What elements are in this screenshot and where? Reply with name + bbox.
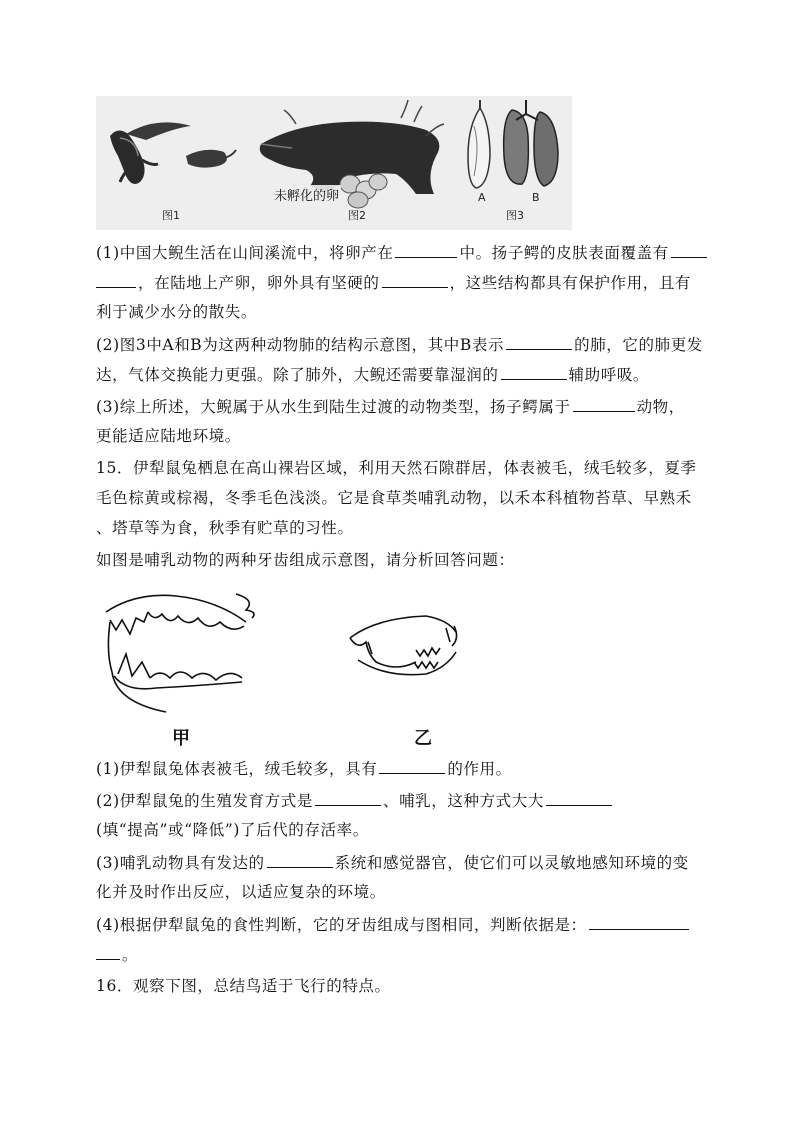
q15-sub2-line1 xyxy=(96,790,706,811)
answer-blank[interactable] xyxy=(573,396,635,412)
q15-s1-text-b: 的作用。 xyxy=(447,760,512,778)
answer-blank[interactable] xyxy=(506,334,572,350)
q14-p2-text-c: 达，气体交换能力更强。除了肺外，大鲵还需要靠湿润的 xyxy=(96,366,499,384)
answer-blank[interactable] xyxy=(267,852,333,868)
q15-sub2-line2: (填“提高”或“降低”)了后代的存活率。 xyxy=(96,821,369,839)
q14-p2-text-b: 的肺，它的肺更发 xyxy=(574,336,703,354)
fig2-label: 图2 xyxy=(348,209,366,222)
q14-p3-text-a: (3)综上所述，大鲵属于从水生到陆生过渡的动物类型，扬子鳄属于 xyxy=(96,398,571,416)
egg-strand-icon xyxy=(186,150,236,168)
lung-a-icon xyxy=(468,100,490,188)
q14-p1-text-b: 中。扬子鳄的皮肤表面覆盖有 xyxy=(459,244,669,262)
answer-blank[interactable] xyxy=(501,364,567,380)
q14-p1-text-a: (1)中国大鲵生活在山间溪流中，将卵产在 xyxy=(96,244,394,262)
answer-blank[interactable] xyxy=(395,242,457,258)
animal-figures xyxy=(96,96,572,230)
teeth-label-yi: 乙 xyxy=(414,728,432,749)
fig1-label: 图1 xyxy=(162,209,180,222)
q14-part3-line2: 更能适应陆地环境。 xyxy=(96,427,241,445)
lung-b-icon xyxy=(504,100,558,186)
answer-blank[interactable] xyxy=(671,242,707,258)
q15-s2-text-a: (2)伊犁鼠兔的生殖发育方式是 xyxy=(96,792,313,810)
q15-s4-text-a: (4)根据伊犁鼠兔的食性判断，它的牙齿组成与图相同，判断依据是： xyxy=(96,916,587,934)
q15-s4-end: 。 xyxy=(122,946,139,964)
q15-prompt: 如图是哺乳动物的两种牙齿组成示意图，请分析回答问题： xyxy=(96,551,515,569)
q15-sub4-line1 xyxy=(96,914,706,935)
q15-s1-text-a: (1)伊犁鼠兔体表被毛，绒毛较多，具有 xyxy=(96,760,378,778)
q15-sub1 xyxy=(96,758,706,779)
q14-part2-line2 xyxy=(96,364,706,385)
q14-part1-line3: 利于减少水分的散失。 xyxy=(96,303,258,321)
answer-blank[interactable] xyxy=(96,272,136,288)
q15-s2-text-b: 、哺乳，这种方式大大 xyxy=(382,792,544,810)
q15-intro-line1: 15．伊犁鼠兔栖息在高山裸岩区域，利用天然石隙群居，体表被毛，绒毛较多，夏季 xyxy=(96,459,697,477)
q14-part3-line1 xyxy=(96,396,706,417)
q14-p1-text-c: ，在陆地上产卵，卵外具有坚硬的 xyxy=(138,274,380,292)
answer-blank[interactable] xyxy=(589,914,689,930)
teeth-drawing xyxy=(96,582,516,752)
answer-blank[interactable] xyxy=(96,944,120,960)
answer-blank[interactable] xyxy=(379,758,445,774)
q15-s3-text-a: (3)哺乳动物具有发达的 xyxy=(96,854,265,872)
answer-blank[interactable] xyxy=(546,790,612,806)
q14-p1-text-d: ，这些结构都具有保护作用，且有 xyxy=(449,274,692,292)
q15-s3-text-b: 系统和感觉器官，使它们可以灵敏地感知环境的变 xyxy=(334,854,689,872)
q14-part1-line1 xyxy=(96,242,706,263)
q15-intro-line3: 、塔草等为食，秋季有贮草的习性。 xyxy=(96,519,354,537)
salamander-icon xyxy=(110,122,191,184)
q14-p2-text-a: (2)图3中A和B为这两种动物肺的结构示意图，其中B表示 xyxy=(96,336,505,354)
q14-part1-line2 xyxy=(96,272,706,293)
answer-blank[interactable] xyxy=(315,790,381,806)
fig3-label-a: A xyxy=(478,191,486,204)
carnivore-teeth-icon xyxy=(106,594,254,712)
fig1-annotation: 未孵化的卵 xyxy=(272,185,341,204)
alligator-eggs-icon xyxy=(340,174,387,208)
fig3-label-b: B xyxy=(532,191,540,204)
q15-sub3-line1 xyxy=(96,852,706,873)
herbivore-teeth-icon xyxy=(350,616,457,675)
q15-intro-line2: 毛色棕黄或棕褐，冬季毛色浅淡。它是食草类哺乳动物，以禾本科植物苔草、早熟禾 xyxy=(96,489,692,507)
q14-p2-text-d: 辅助呼吸。 xyxy=(568,366,650,384)
q16-text: 16．观察下图，总结鸟适于飞行的特点。 xyxy=(96,977,391,995)
fig3-label: 图3 xyxy=(506,209,524,222)
answer-blank[interactable] xyxy=(382,272,448,288)
q15-sub3-line2: 化并及时作出反应，以适应复杂的环境。 xyxy=(96,883,386,901)
q14-part2-line1 xyxy=(96,334,706,355)
q14-p3-text-b: 动物， xyxy=(636,398,685,416)
teeth-figure xyxy=(96,582,516,752)
teeth-label-jia: 甲 xyxy=(172,728,190,749)
q15-sub4-line2 xyxy=(96,944,706,965)
